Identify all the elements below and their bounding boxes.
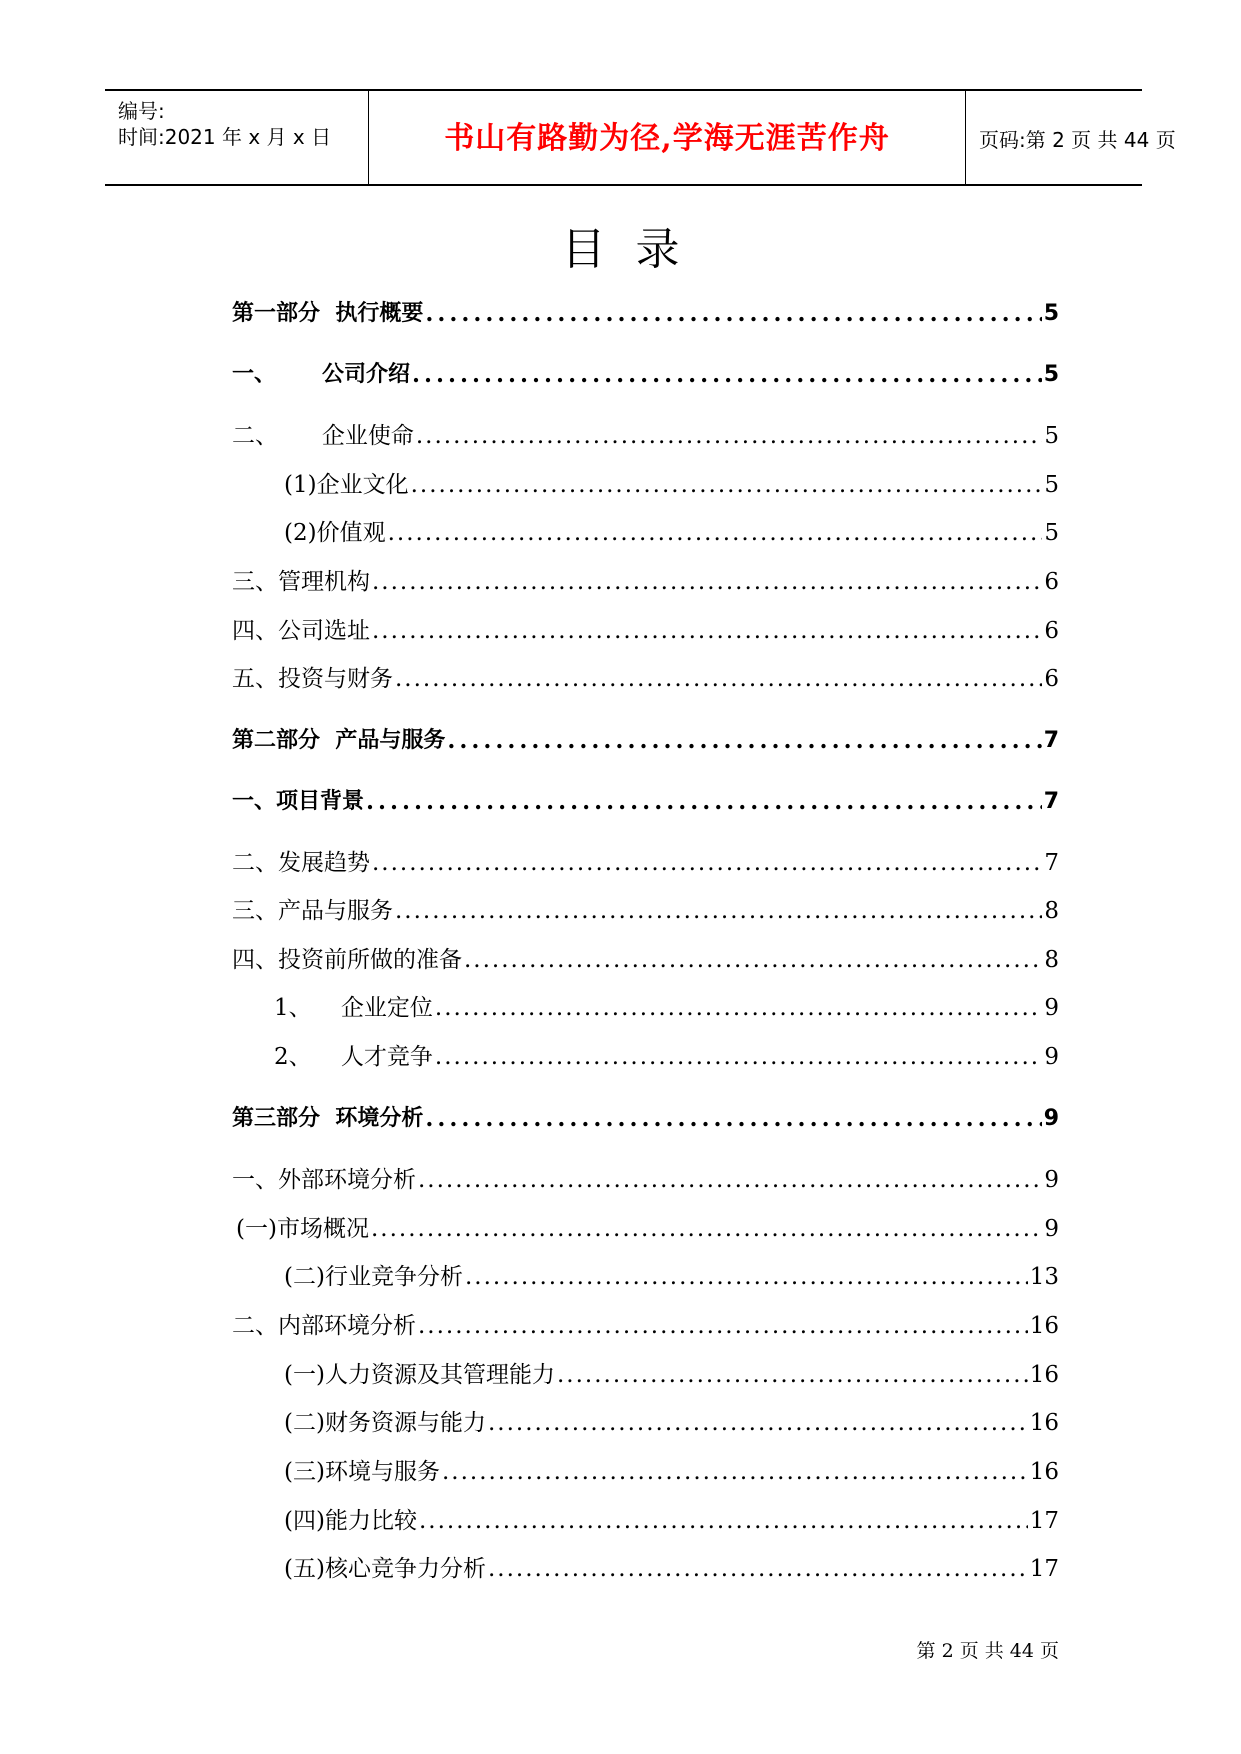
toc-entry-label: 三、管理机构 <box>232 569 370 595</box>
toc-entry-page: 13 <box>1029 1264 1059 1290</box>
toc-entry[interactable] <box>232 663 1059 693</box>
toc-entry-page: 5 <box>1043 301 1059 326</box>
toc-leader-dots <box>435 1043 1042 1071</box>
toc-entry-page: 6 <box>1044 569 1059 595</box>
toc-entry-page: 8 <box>1044 898 1059 924</box>
toc-entry-label: 第一部分 执行概要 <box>232 301 424 326</box>
toc-entry-page: 7 <box>1043 728 1059 753</box>
toc-entry-page: 17 <box>1029 1556 1059 1582</box>
toc-entry[interactable] <box>284 1261 1059 1291</box>
toc-entry-label: (五)核心竞争力分析 <box>284 1556 486 1582</box>
toc-leader-dots <box>418 1312 1028 1340</box>
toc-leader-dots <box>465 1263 1028 1291</box>
toc-entry-page: 17 <box>1029 1508 1059 1534</box>
toc-leader-dots <box>366 788 1042 816</box>
toc-entry-label: 第二部分 产品与服务 <box>232 728 446 753</box>
toc-entry-page: 16 <box>1029 1459 1059 1485</box>
toc-entry[interactable] <box>232 895 1059 925</box>
toc-leader-dots <box>435 994 1042 1022</box>
toc-entry-page: 9 <box>1044 995 1059 1021</box>
toc-entry[interactable] <box>284 517 1059 547</box>
toc-entry-page: 6 <box>1044 666 1059 692</box>
toc-entry[interactable] <box>232 786 1059 816</box>
toc-entry[interactable] <box>232 359 1059 389</box>
toc-leader-dots <box>395 897 1042 925</box>
toc-leader-dots <box>371 1215 1042 1243</box>
page-footer: 第 2 页 共 44 页 <box>916 1640 1059 1662</box>
toc-entry-label: 二、 企业使命 <box>232 423 414 449</box>
toc-entry-label: (三)环境与服务 <box>284 1459 440 1485</box>
toc-entry-page: 9 <box>1044 1216 1059 1242</box>
toc-entry-page: 16 <box>1029 1362 1059 1388</box>
toc-entry-page: 9 <box>1044 1044 1059 1070</box>
page-number-label: 页码:第 2 页 共 44 页 <box>979 128 1176 152</box>
header-page-cell <box>966 91 1176 184</box>
toc-entry-label: 三、产品与服务 <box>232 898 393 924</box>
toc-entry-label: (四)能力比较 <box>284 1508 417 1534</box>
toc-leader-dots <box>412 361 1042 389</box>
toc-entry[interactable] <box>236 1213 1059 1243</box>
header-table <box>105 89 1176 186</box>
toc-entry[interactable] <box>284 469 1059 499</box>
toc-leader-dots <box>464 946 1042 974</box>
toc-entry[interactable] <box>232 1164 1059 1194</box>
toc-entry[interactable] <box>232 298 1059 328</box>
toc-entry[interactable] <box>232 615 1059 645</box>
toc-entry-page: 16 <box>1029 1410 1059 1436</box>
toc-entry[interactable] <box>232 420 1059 450</box>
toc-leader-dots <box>372 849 1042 877</box>
toc-entry-page: 9 <box>1044 1167 1059 1193</box>
toc-leader-dots <box>425 1105 1041 1133</box>
toc-entry-label: 一、 公司介绍 <box>232 362 410 387</box>
toc-entry-label: 2、 人才竞争 <box>274 1044 433 1070</box>
toc-entry-page: 5 <box>1043 362 1059 387</box>
toc-leader-dots <box>488 1555 1028 1583</box>
toc-entry-label: (二)行业竞争分析 <box>284 1264 463 1290</box>
toc-leader-dots <box>447 727 1041 755</box>
toc-entry-label: 四、公司选址 <box>232 618 370 644</box>
toc-entry-page: 9 <box>1043 1106 1059 1131</box>
toc-entry-label: 1、 企业定位 <box>274 995 433 1021</box>
toc-leader-dots <box>418 1166 1042 1194</box>
toc-entry[interactable] <box>232 1310 1059 1340</box>
toc-entry-label: 二、发展趋势 <box>232 850 370 876</box>
toc-leader-dots <box>372 568 1042 596</box>
toc-entry-label: 一、项目背景 <box>232 789 365 814</box>
toc-entry[interactable] <box>274 1041 1059 1071</box>
toc-entry-label: 五、投资与财务 <box>232 666 393 692</box>
toc-entry[interactable] <box>284 1456 1059 1486</box>
header-info-cell <box>105 91 369 184</box>
toc-entry-page: 5 <box>1044 423 1059 449</box>
document-number-label: 编号: <box>118 99 165 123</box>
toc-entry[interactable] <box>232 725 1059 755</box>
toc-entry-page: 6 <box>1044 618 1059 644</box>
toc-entry-label: 二、内部环境分析 <box>232 1313 416 1339</box>
toc-title: 目录 <box>561 224 710 275</box>
toc-leader-dots <box>388 519 1043 547</box>
toc-entry-page: 8 <box>1044 947 1059 973</box>
toc-leader-dots <box>419 1507 1028 1535</box>
toc-entry[interactable] <box>232 1103 1059 1133</box>
toc-leader-dots <box>395 665 1042 693</box>
toc-entry-label: 第三部分 环境分析 <box>232 1106 424 1131</box>
toc-entry-label: (一)市场概况 <box>236 1216 369 1242</box>
toc-leader-dots <box>411 471 1043 499</box>
toc-entry[interactable] <box>284 1359 1059 1389</box>
toc-leader-dots <box>442 1458 1028 1486</box>
toc-leader-dots <box>425 300 1041 328</box>
toc-entry-label: (1)企业文化 <box>284 472 409 498</box>
toc-entry-label: 一、外部环境分析 <box>232 1167 416 1193</box>
toc-entry[interactable] <box>284 1505 1059 1535</box>
toc-leader-dots <box>488 1409 1028 1437</box>
toc-entry[interactable] <box>232 847 1059 877</box>
toc-entry-page: 16 <box>1029 1313 1059 1339</box>
toc-entry-label: (一)人力资源及其管理能力 <box>284 1362 555 1388</box>
toc-entry[interactable] <box>232 566 1059 596</box>
motto-text: 书山有路勤为径,学海无涯苦作舟 <box>444 121 890 156</box>
toc-entry-page: 7 <box>1044 850 1059 876</box>
header-motto-cell <box>369 91 966 184</box>
toc-entry-label: 四、投资前所做的准备 <box>232 947 462 973</box>
toc-entry-page: 5 <box>1044 520 1059 546</box>
toc-entry[interactable] <box>232 944 1059 974</box>
document-time-label: 时间:2021 年 x 月 x 日 <box>118 125 332 149</box>
toc-leader-dots <box>416 422 1042 450</box>
toc-entry[interactable] <box>284 1553 1059 1583</box>
toc-entry-label: (二)财务资源与能力 <box>284 1410 486 1436</box>
toc-entry-page: 7 <box>1043 789 1059 814</box>
toc-entry-page: 5 <box>1044 472 1059 498</box>
toc-entry[interactable] <box>274 992 1059 1022</box>
toc-entry[interactable] <box>284 1407 1059 1437</box>
toc-leader-dots <box>372 617 1042 645</box>
toc-leader-dots <box>557 1361 1028 1389</box>
toc-entry-label: (2)价值观 <box>284 520 386 546</box>
